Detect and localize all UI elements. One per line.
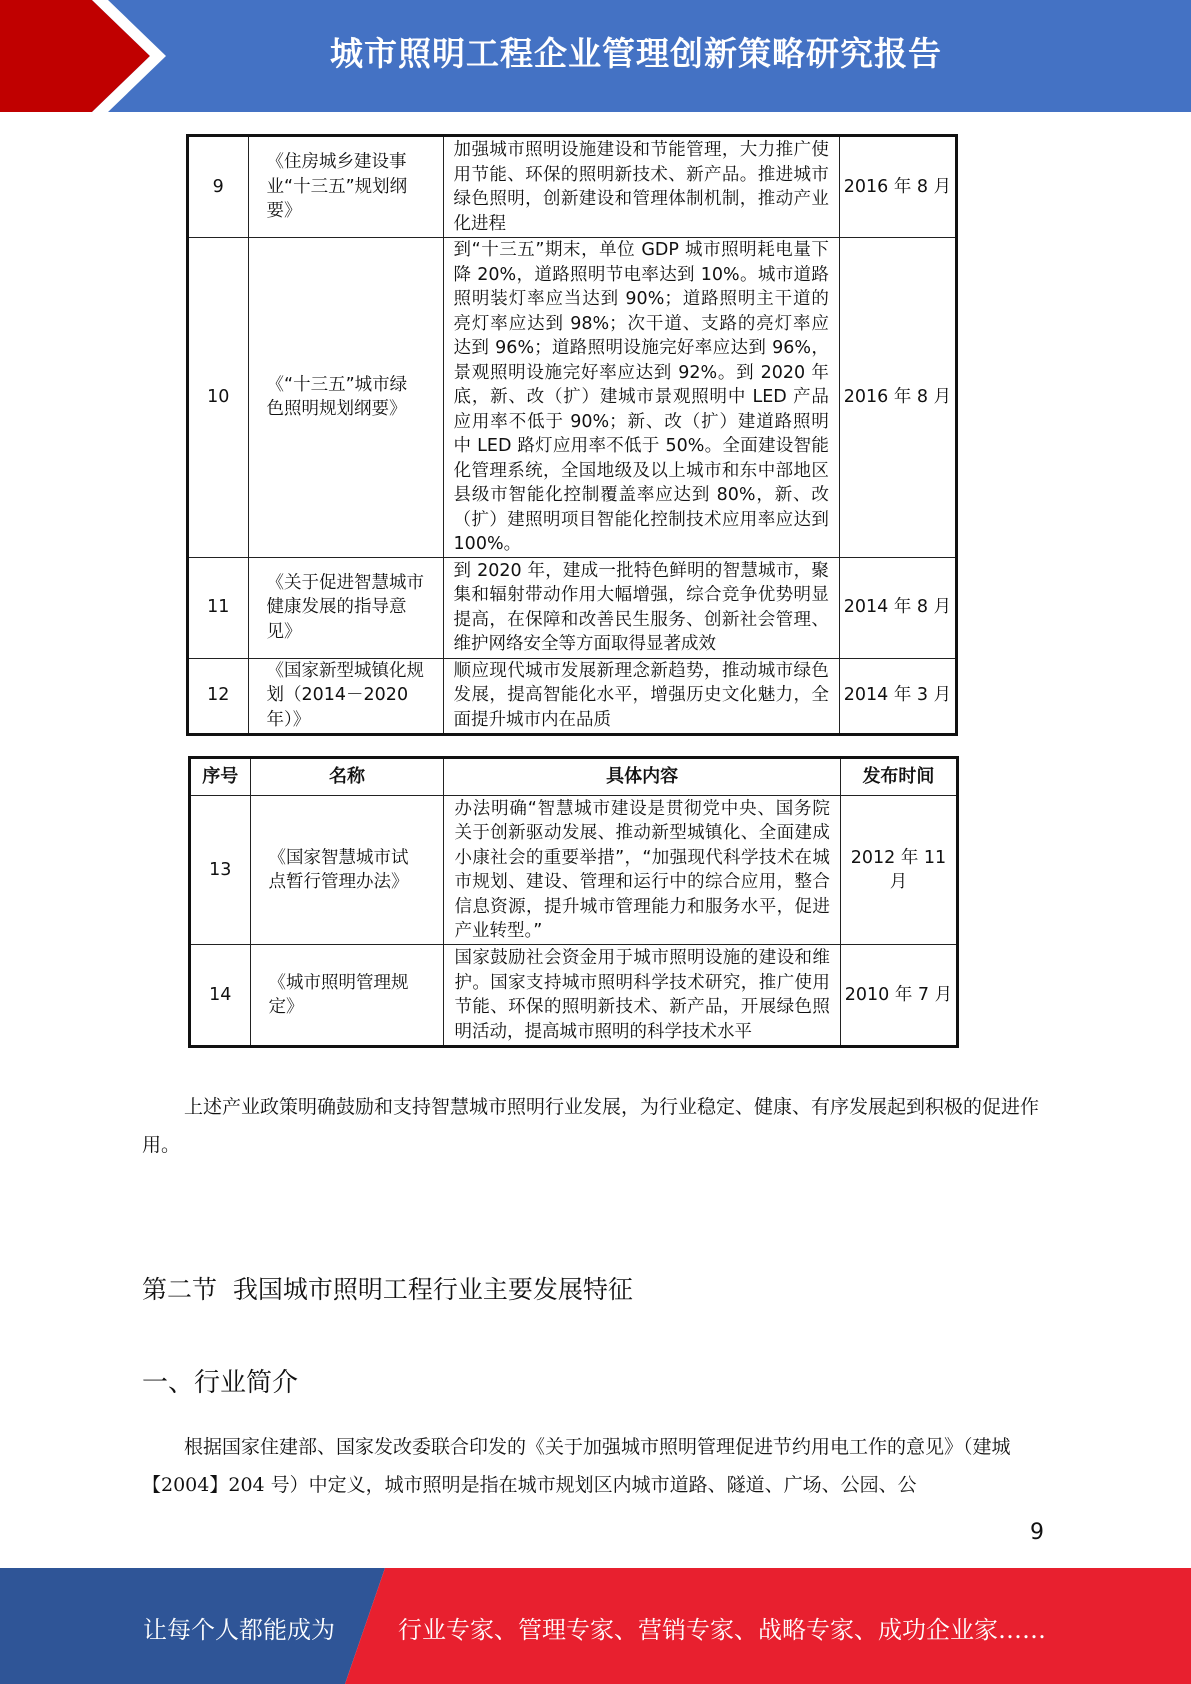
footer-slogan-right: 行业专家、管理专家、营销专家、战略专家、成功企业家…… xyxy=(398,1616,1046,1644)
policy-name: 《国家新型城镇化规划（2014－2020 年）》 xyxy=(266,660,424,730)
policy-name: 《住房城乡建设事业“十三五”规划纲要》 xyxy=(266,152,408,222)
row-number: 12 xyxy=(188,658,249,734)
table-row xyxy=(188,658,957,734)
row-number: 10 xyxy=(188,238,249,558)
body-paragraph: 上述产业政策明确鼓励和支持智慧城市照明行业发展，为行业稳定、健康、有序发展起到积极的促进作用。 xyxy=(142,1096,1040,1156)
table-row xyxy=(188,136,957,238)
page-header xyxy=(0,0,1191,112)
policy-content: 到“十三五”期末，单位 GDP 城市照明耗电量下降 20%，道路照明节电率达到 10%。城市道路照明装灯率应当达到 90%；道路照明主干道的亮灯率应达到 98%；次干道、支路的亮灯率应达到 96%；道路照明设施完好率应达到 96%，景观照明设施完好率应达到 92%。到 2020 年底，新、改（扩）建城市景观照明中 LED 产品应用率不低于 90%；新、改（扩）建道路照明中 LED 路灯应用率不低于 50%。全面建设智能化管理系统，全国地级及以上城市和东中部地区县级市智能化控制覆盖率应达到 80%，新、改（扩）建照明项目智能化控制技术应用率应达到 100%。 xyxy=(453,240,829,554)
header-name: 名称 xyxy=(250,758,444,796)
policy-content: 顺应现代城市发展新理念新趋势，推动城市绿色发展，提高智能化水平，增强历史文化魅力，全面提升城市内在品质 xyxy=(453,660,829,730)
publish-date: 2014 年 8 月 xyxy=(839,557,956,658)
policy-name: 《国家智慧城市试点暂行管理办法》 xyxy=(268,847,409,892)
table-row xyxy=(188,238,957,558)
policy-content: 加强城市照明设施建设和节能管理，大力推广使用节能、环保的照明新技术、新产品。推进城市绿色照明，创新建设和管理体制机制，推动产业化进程 xyxy=(453,140,829,234)
row-number: 9 xyxy=(188,136,249,238)
publish-date: 2016 年 8 月 xyxy=(839,136,956,238)
table-row xyxy=(190,796,958,945)
policy-name: 《“十三五”城市绿色照明规划纲要》 xyxy=(266,374,408,420)
subsection-heading: 一、行业简介 xyxy=(142,1368,299,1398)
row-number: 13 xyxy=(190,796,251,945)
policy-content: 国家鼓励社会资金用于城市照明设施的建设和维护。国家支持城市照明科学技术研究，推广使用节能、环保的照明新技术、新产品，开展绿色照明活动，提高城市照明的科学技术水平 xyxy=(454,948,830,1042)
page-number: 9 xyxy=(1030,1520,1044,1545)
table-row xyxy=(188,557,957,658)
publish-date: 2010 年 7 月 xyxy=(840,945,957,1047)
header-date: 发布时间 xyxy=(840,758,957,796)
publish-date: 2012 年 11 月 xyxy=(840,796,957,945)
policy-table xyxy=(188,756,959,1048)
header-number: 序号 xyxy=(190,758,251,796)
row-number: 11 xyxy=(188,557,249,658)
policy-content: 到 2020 年，建成一批特色鲜明的智慧城市，聚集和辐射带动作用大幅增强，综合竞争优势明显提高，在保障和改善民生服务、创新社会管理、维护网络安全等方面取得显著成效 xyxy=(453,560,829,654)
publish-date: 2014 年 3 月 xyxy=(839,658,956,734)
body-paragraph: 根据国家住建部、国家发改委联合印发的《关于加强城市照明管理促进节约用电工作的意见》（建城【2004】204 号）中定义，城市照明是指在城市规划区内城市道路、隧道、广场、公园、公 xyxy=(142,1436,1011,1496)
table-row xyxy=(190,945,958,1047)
publish-date: 2016 年 8 月 xyxy=(839,238,956,558)
policy-name: 《城市照明管理规定》 xyxy=(268,972,409,1017)
header-content: 具体内容 xyxy=(444,758,840,796)
policy-content: 办法明确“智慧城市建设是贯彻党中央、国务院关于创新驱动发展、推动新型城镇化、全面建成小康社会的重要举措”，“加强现代科学技术在城市规划、建设、管理和运行中的综合应用，整合信息资源，提升城市管理能力和服务水平，促进产业转型。” xyxy=(454,798,830,941)
report-title: 城市照明工程企业管理创新策略研究报告 xyxy=(330,34,942,73)
footer-slogan-left: 让每个人都能成为 xyxy=(143,1616,335,1644)
policy-name: 《关于促进智慧城市健康发展的指导意见》 xyxy=(266,572,424,642)
table-header-row xyxy=(190,758,958,796)
page-footer xyxy=(0,1568,1191,1684)
row-number: 14 xyxy=(190,945,251,1047)
section-heading: 第二节 我国城市照明工程行业主要发展特征 xyxy=(142,1275,633,1304)
policy-table-continued xyxy=(186,134,958,736)
